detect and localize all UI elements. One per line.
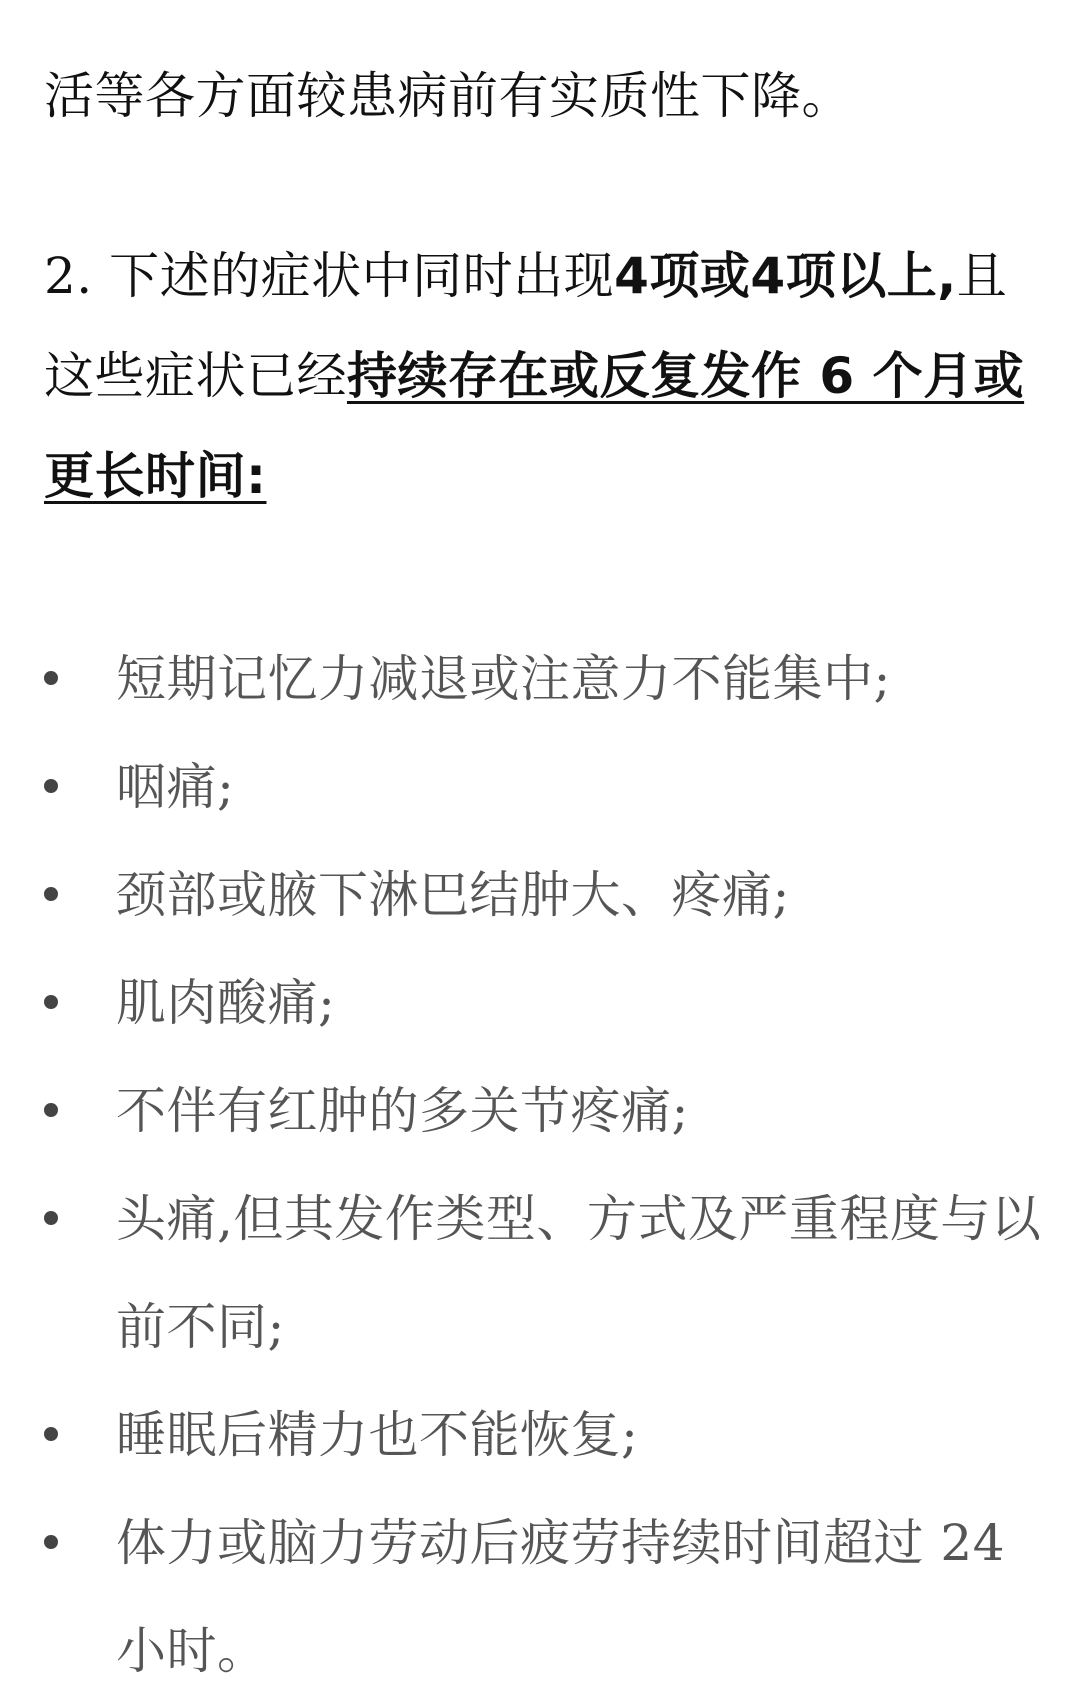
list-item — [44, 841, 1044, 949]
bullet-icon — [44, 779, 58, 793]
symptom-text: 颈部或腋下淋巴结肿大、疼痛; — [116, 866, 790, 924]
article-body — [44, 0, 1044, 1705]
symptom-text: 肌肉酸痛; — [116, 974, 336, 1032]
bullet-icon — [44, 1103, 58, 1117]
bullet-icon — [44, 1535, 58, 1549]
list-item — [44, 1165, 1044, 1381]
bullet-icon — [44, 1427, 58, 1441]
list-item — [44, 625, 1044, 733]
intro-text: 活等各方面较患病前有实质性下降。 — [44, 67, 852, 125]
list-item — [44, 1489, 1044, 1705]
criteria-prefix: 2. 下述的症状中同时出现 — [44, 247, 615, 305]
list-item — [44, 1381, 1044, 1489]
intro-paragraph — [44, 0, 1044, 146]
criteria-middle: 且这些症状已经 — [44, 247, 1008, 405]
symptom-text: 不伴有红肿的多关节疼痛; — [116, 1082, 689, 1140]
symptom-list — [44, 625, 1044, 1705]
symptom-text: 短期记忆力减退或注意力不能集中; — [116, 650, 891, 708]
symptom-text: 头痛,但其发作类型、方式及严重程度与以前不同; — [116, 1190, 1042, 1356]
bullet-icon — [44, 995, 58, 1009]
list-item — [44, 733, 1044, 841]
symptom-text: 咽痛; — [116, 758, 235, 816]
symptom-text: 体力或脑力劳动后疲劳持续时间超过 24 小时。 — [116, 1514, 1006, 1680]
criteria-paragraph — [44, 226, 1044, 526]
bullet-icon — [44, 887, 58, 901]
list-item — [44, 949, 1044, 1057]
symptom-text: 睡眠后精力也不能恢复; — [116, 1406, 639, 1464]
criteria-duration-underlined: 持续存在或反复发作 6 个月或更长时间: — [44, 347, 1025, 505]
list-item — [44, 1057, 1044, 1165]
bullet-icon — [44, 1211, 58, 1225]
criteria-count-bold: 4项或4项以上, — [614, 247, 957, 305]
bullet-icon — [44, 671, 58, 685]
